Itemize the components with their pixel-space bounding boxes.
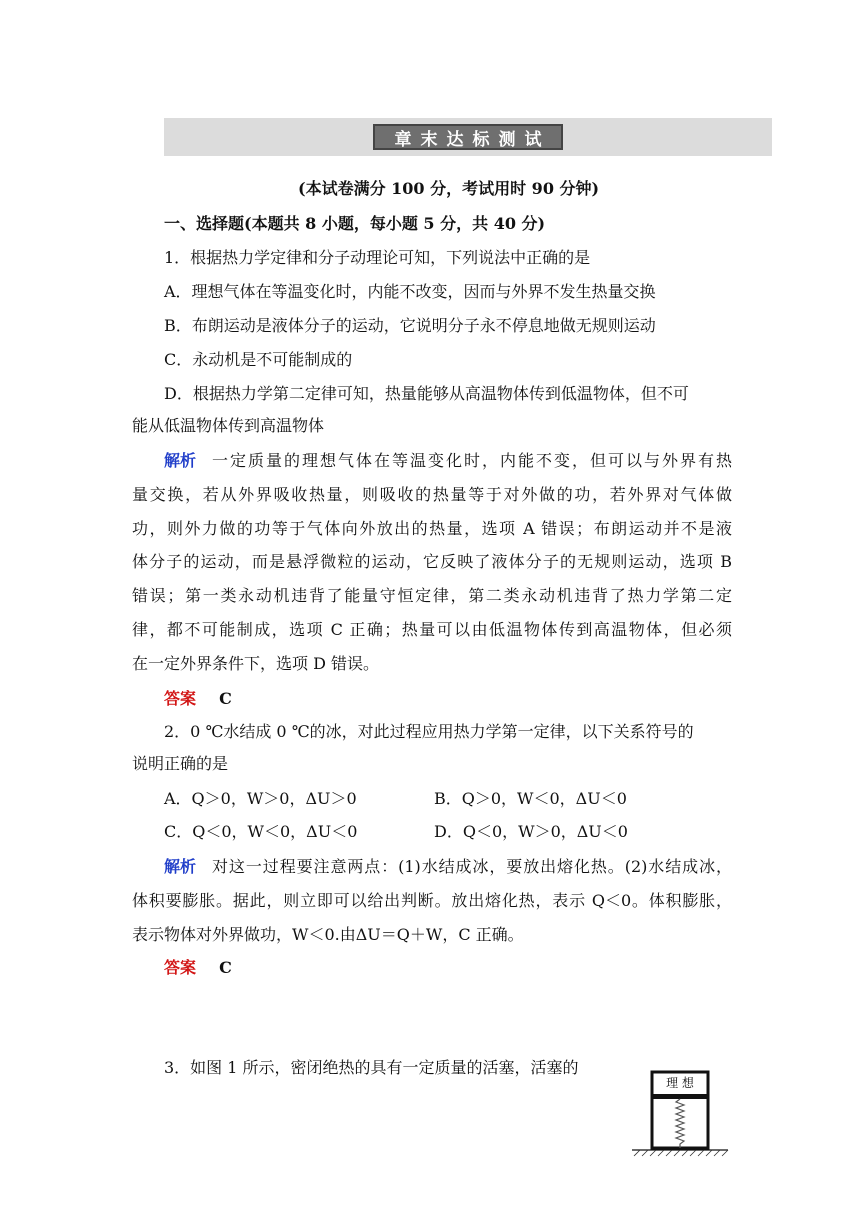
q2-stem-line2: 说明正确的是 bbox=[132, 754, 229, 773]
figure-label: 理 想 bbox=[666, 1076, 694, 1090]
q2-answer-value: C bbox=[219, 958, 232, 977]
q1-answer-value: C bbox=[219, 689, 232, 708]
q2-stem-line1: 2．0 ℃水结成 0 ℃的冰，对此过程应用热力学第一定律，以下关系符号的 bbox=[164, 722, 694, 741]
q1-answer-label: 答案 bbox=[164, 689, 197, 708]
q1-option-c: C．永动机是不可能制成的 bbox=[164, 350, 353, 369]
q1-option-d-line1: D．根据热力学第二定律可知，热量能够从高温物体传到低温物体，但不可 bbox=[164, 384, 689, 403]
q2-answer-label: 答案 bbox=[164, 958, 197, 977]
q1-analysis-row1 bbox=[164, 451, 732, 471]
q2-analysis-row1 bbox=[164, 857, 732, 877]
q1-stem: 1．根据热力学定律和分子动理论可知，下列说法中正确的是 bbox=[164, 248, 591, 267]
q1-option-d-line2: 能从低温物体传到高温物体 bbox=[132, 416, 325, 435]
q1-analysis-line3: 功，则外力做的功等于气体向外放出的热量，选项 A 错误；布朗运动并不是液 bbox=[132, 519, 732, 538]
q2-analysis-line2: 体积要膨胀。据此，则立即可以给出判断。放出熔化热，表示 Q＜0。体积膨胀， bbox=[132, 891, 732, 910]
q2-analysis-line3: 表示物体对外界做功，W＜0.由ΔU＝Q＋W，C 正确。 bbox=[132, 925, 524, 944]
q2-option-d: D．Q＜0，W＞0，ΔU＜0 bbox=[434, 822, 628, 841]
q1-analysis-line5: 错误；第一类永动机违背了能量守恒定律，第二类永动机违背了热力学第二定 bbox=[132, 586, 732, 605]
q2-option-b: B．Q＞0，W＜0，ΔU＜0 bbox=[434, 789, 627, 808]
section1-title: 一、选择题(本题共 8 小题，每小题 5 分，共 40 分) bbox=[164, 214, 546, 233]
q1-analysis-line6: 律，都不可能制成，选项 C 正确；热量可以由低温物体传到高温物体，但必须 bbox=[132, 620, 732, 639]
piston bbox=[652, 1094, 708, 1099]
q1-analysis-label: 解析 bbox=[164, 451, 197, 470]
q2-answer bbox=[164, 958, 232, 978]
q2-analysis-label: 解析 bbox=[164, 857, 197, 876]
q1-answer bbox=[164, 689, 232, 709]
q2-option-a: A．Q＞0，W＞0，ΔU＞0 bbox=[164, 789, 357, 808]
chapter-banner-title: 章末达标测试 bbox=[394, 129, 551, 150]
q2-option-c: C．Q＜0，W＜0，ΔU＜0 bbox=[164, 822, 358, 841]
q3-figure bbox=[630, 1068, 730, 1158]
q1-analysis-line7: 在一定外界条件下，选项 D 错误。 bbox=[132, 654, 380, 673]
q1-option-b: B．布朗运动是液体分子的运动，它说明分子永不停息地做无规则运动 bbox=[164, 316, 656, 335]
chapter-banner bbox=[164, 118, 772, 156]
q1-analysis-line1: 一定质量的理想气体在等温变化时，内能不变，但可以与外界有热 bbox=[212, 451, 732, 470]
q2-analysis-line1: 对这一过程要注意两点：(1)水结成冰，要放出熔化热。(2)水结成冰， bbox=[212, 857, 732, 876]
q1-analysis-line4: 体分子的运动，而是悬浮微粒的运动，它反映了液体分子的无规则运动，选项 B bbox=[132, 552, 732, 571]
chapter-banner-title-box bbox=[373, 124, 563, 150]
q1-option-a: A．理想气体在等温变化时，内能不改变，因而与外界不发生热量交换 bbox=[164, 282, 656, 301]
q3-stem-line1: 3．如图 1 所示，密闭绝热的具有一定质量的活塞，活塞的 bbox=[164, 1058, 579, 1077]
exam-info: (本试卷满分 100 分，考试用时 90 分钟) bbox=[298, 179, 600, 198]
q1-analysis-line2: 量交换，若从外界吸收热量，则吸收的热量等于对外做的功，若外界对气体做 bbox=[132, 485, 732, 504]
ground-hatching bbox=[634, 1150, 728, 1156]
